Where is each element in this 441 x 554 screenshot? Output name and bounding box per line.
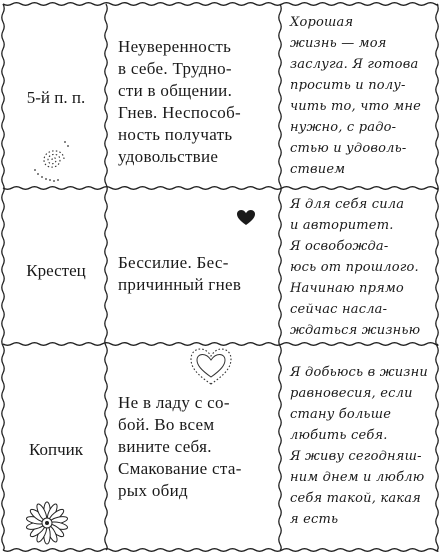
row-3-affirmation-line: равновесия, если <box>290 386 413 401</box>
row-3-label <box>8 430 104 470</box>
row-2-problem-line: Бессилие. Бес- <box>118 253 229 272</box>
spiral-icon <box>30 134 74 186</box>
row-1-label-text: 5-й п. п. <box>26 88 86 107</box>
row-3-affirmation <box>290 362 436 530</box>
row-3-problem <box>118 392 278 502</box>
row-3-problem-line: бой. Во всем <box>118 415 215 434</box>
row-3-problem-line: рых обид <box>118 481 188 500</box>
table-border-line <box>3 187 438 190</box>
row-3-affirmation-line: Я добьюсь в жизни <box>290 365 428 380</box>
heart-icon <box>236 209 256 227</box>
row-3-affirmation-line: стану больше <box>290 407 392 422</box>
row-2-affirmation-line: Начинаю прямо <box>290 281 404 296</box>
row-3-affirmation-line: ним днем и люблю <box>290 470 425 485</box>
row-3-problem-line: Не в ладу с со- <box>118 393 230 412</box>
row-1-affirmation-line: стью и удоволь- <box>290 141 407 156</box>
row-1-affirmation-line: нужно, с радо- <box>290 120 397 135</box>
row-2-affirmation-line: Я для себя сила <box>290 197 405 212</box>
row-3-affirmation-line: Я живу сегодняш- <box>290 449 422 464</box>
row-1-affirmation-line: заслуга. Я готова <box>290 57 419 72</box>
row-3-affirmation-line: себя такой, какая <box>290 491 421 506</box>
row-2-affirmation-line: и авторитет. <box>290 218 394 233</box>
table-border-line <box>3 343 438 346</box>
row-1-problem-line: ность получать <box>118 125 233 144</box>
row-1-problem-line: Гнев. Неспособ- <box>118 103 242 122</box>
row-1-problem-line: удовольствие <box>118 147 219 166</box>
row-1-problem <box>118 36 278 168</box>
row-1-label <box>8 70 104 126</box>
row-1-affirmation-line: Хорошая <box>290 15 354 30</box>
row-2-affirmation-line: сейчас насла- <box>290 302 388 317</box>
row-2-problem-line: причинный гнев <box>118 275 242 294</box>
table-border-line <box>436 4 438 550</box>
table-border-line <box>2 4 4 550</box>
row-2-affirmation-line: ждаться жизнью <box>290 323 421 338</box>
row-1-affirmation-line: просить и полу- <box>290 78 406 93</box>
row-1-problem-line: в себе. Трудно- <box>118 59 232 78</box>
row-2-label <box>8 246 104 296</box>
table-border-line <box>3 549 438 552</box>
row-2-problem <box>118 252 278 296</box>
row-2-affirmation-line: юсь от прошлого. <box>290 260 419 275</box>
row-1-affirmation-line: жизнь — моя <box>290 36 387 51</box>
table-border-line <box>105 4 107 550</box>
row-1-affirmation <box>290 12 436 180</box>
row-1-problem-line: Неуверенность <box>118 37 232 56</box>
row-1-problem-line: сти в общении. <box>118 81 233 100</box>
row-3-problem-line: вините себя. <box>118 437 212 456</box>
flower-icon <box>22 498 72 548</box>
row-3-affirmation-line: любить себя. <box>290 428 388 443</box>
row-2-affirmation-line: Я освобожда- <box>290 239 389 254</box>
row-1-affirmation-line: ствием <box>290 162 346 177</box>
row-3-affirmation-line: я есть <box>290 512 339 527</box>
outline-heart-icon <box>188 346 234 388</box>
row-2-label-text: Крестец <box>26 261 86 280</box>
row-3-label-text: Копчик <box>29 440 83 459</box>
row-1-affirmation-line: чить то, что мне <box>290 99 422 114</box>
table-border-line <box>279 4 281 550</box>
row-2-affirmation <box>290 194 436 341</box>
row-3-problem-line: Смакование ста- <box>118 459 242 478</box>
table-border-line <box>3 3 438 6</box>
